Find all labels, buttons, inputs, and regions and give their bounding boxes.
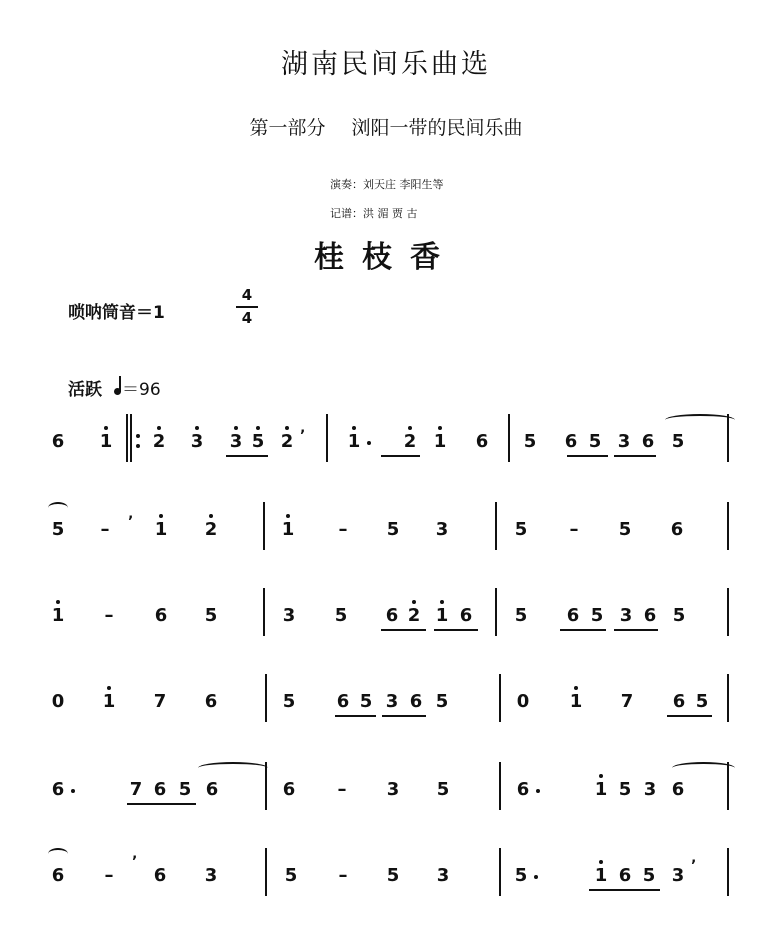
score-note: 5 [284, 865, 298, 886]
repeat-dot [136, 444, 140, 448]
score-note: 3 [619, 605, 633, 626]
octave-dot [157, 426, 161, 430]
score-note: 3 [282, 605, 296, 626]
score-note: 5 [514, 605, 528, 626]
score-note: 5 [436, 779, 450, 800]
beam-underline [434, 629, 478, 631]
octave-dot [104, 426, 108, 430]
score-note: 1 [435, 605, 449, 626]
barline [499, 848, 501, 896]
time-signature-bottom: 4 [241, 309, 253, 327]
part-label: 第一部分 [249, 117, 326, 139]
beam-underline [560, 629, 606, 631]
score-note: 2 [204, 519, 218, 540]
score-note: – [569, 519, 579, 540]
beam-underline [614, 629, 658, 631]
octave-dot [234, 426, 238, 430]
octave-dot [412, 600, 416, 604]
score-note: 6 [336, 691, 350, 712]
score-note: 3 [190, 431, 204, 452]
score-note: – [338, 865, 348, 886]
score-note: 6 [670, 519, 684, 540]
tie-arc [48, 502, 68, 514]
score-note: 5 [51, 519, 65, 540]
score-note: – [104, 605, 114, 626]
performer-credit: 演奏：刘天庄 李阳生等 [330, 178, 444, 191]
score-note: 6 [672, 691, 686, 712]
score-note: 5 [642, 865, 656, 886]
score-note: 6 [671, 779, 685, 800]
tie-arc [48, 848, 68, 860]
score-note: 1 [594, 779, 608, 800]
score-note: 3 [204, 865, 218, 886]
octave-dot [352, 426, 356, 430]
score-note: 2 [407, 605, 421, 626]
octave-dot [438, 426, 442, 430]
barline [263, 588, 265, 636]
score-note: 5 [251, 431, 265, 452]
augmentation-dot [71, 789, 75, 793]
barline [265, 848, 267, 896]
tie-arc [672, 762, 735, 774]
breath-mark: ’ [128, 514, 134, 530]
beam-underline [667, 715, 712, 717]
octave-dot [256, 426, 260, 430]
barline [126, 414, 128, 462]
score-note: 6 [409, 691, 423, 712]
beam-underline [335, 715, 376, 717]
barline [495, 502, 497, 550]
breath-mark: ’ [300, 428, 306, 444]
score-note: – [338, 519, 348, 540]
octave-dot [209, 514, 213, 518]
score-note: 6 [643, 605, 657, 626]
score-note: 2 [403, 431, 417, 452]
octave-dot [440, 600, 444, 604]
octave-dot [285, 426, 289, 430]
tempo-value: ＝96 [122, 380, 161, 400]
beam-underline [567, 455, 608, 457]
score-note: 0 [516, 691, 530, 712]
score-note: 1 [51, 605, 65, 626]
octave-dot [408, 426, 412, 430]
score-note: 3 [385, 691, 399, 712]
score-note: 5 [671, 431, 685, 452]
score-note: – [100, 519, 110, 540]
score-note: 1 [594, 865, 608, 886]
key-signature: 唢呐筒音＝1 [68, 303, 165, 323]
barline [263, 502, 265, 550]
beam-underline [226, 455, 268, 457]
beam-underline [382, 715, 426, 717]
beam-underline [381, 455, 420, 457]
barline [499, 674, 501, 722]
score-note: 5 [672, 605, 686, 626]
score-note: 6 [154, 605, 168, 626]
barline [265, 674, 267, 722]
score-note: 1 [347, 431, 361, 452]
augmentation-dot [367, 441, 371, 445]
octave-dot [107, 686, 111, 690]
score-note: 5 [386, 865, 400, 886]
score-note: 3 [436, 865, 450, 886]
repeat-dot [136, 434, 140, 438]
score-note: 6 [153, 779, 167, 800]
beam-underline [381, 629, 426, 631]
score-note: 1 [569, 691, 583, 712]
augmentation-dot [534, 875, 538, 879]
barline [727, 848, 729, 896]
score-note: 5 [334, 605, 348, 626]
score-note: 7 [620, 691, 634, 712]
collection-title: 湖南民间乐曲选 [281, 49, 491, 80]
score-note: 5 [523, 431, 537, 452]
score-note: 6 [204, 691, 218, 712]
breath-mark: ’ [132, 854, 138, 870]
octave-dot [599, 860, 603, 864]
score-note: 5 [386, 519, 400, 540]
score-note: 3 [617, 431, 631, 452]
breath-mark: ’ [691, 858, 697, 874]
score-note: 2 [152, 431, 166, 452]
score-note: 3 [643, 779, 657, 800]
tempo-word: 活跃 [68, 380, 102, 400]
score-note: 1 [99, 431, 113, 452]
score-note: 3 [435, 519, 449, 540]
octave-dot [159, 514, 163, 518]
score-note: 5 [204, 605, 218, 626]
tie-arc [198, 762, 268, 774]
score-note: 0 [51, 691, 65, 712]
score-note: – [104, 865, 114, 886]
score-note: 6 [564, 431, 578, 452]
augmentation-dot [536, 789, 540, 793]
barline [508, 414, 510, 462]
score-note: 3 [229, 431, 243, 452]
score-note: 6 [282, 779, 296, 800]
score-note: 6 [153, 865, 167, 886]
barline [727, 674, 729, 722]
score-note: 5 [282, 691, 296, 712]
transcriber-credit: 记谱：洪 湄 贾 古 [330, 207, 418, 220]
tie-arc [665, 414, 735, 426]
score-note: 5 [178, 779, 192, 800]
octave-dot [56, 600, 60, 604]
score-note: 6 [385, 605, 399, 626]
score-note: 5 [435, 691, 449, 712]
score-note: 2 [280, 431, 294, 452]
barline [495, 588, 497, 636]
barline [727, 502, 729, 550]
score-note: 1 [281, 519, 295, 540]
score-note: 7 [153, 691, 167, 712]
score-note: 6 [51, 865, 65, 886]
score-note: 1 [154, 519, 168, 540]
score-note: 5 [514, 519, 528, 540]
score-note: 3 [671, 865, 685, 886]
score-note: 6 [51, 779, 65, 800]
piece-title: 桂枝香 [314, 240, 458, 275]
score-note: – [337, 779, 347, 800]
barline [326, 414, 328, 462]
octave-dot [195, 426, 199, 430]
score-note: 6 [459, 605, 473, 626]
score-note: 6 [205, 779, 219, 800]
octave-dot [574, 686, 578, 690]
score-note: 1 [433, 431, 447, 452]
barline [130, 414, 132, 462]
octave-dot [286, 514, 290, 518]
score-note: 1 [102, 691, 116, 712]
score-note: 7 [129, 779, 143, 800]
score-note: 5 [514, 865, 528, 886]
score-note: 6 [475, 431, 489, 452]
part-title: 浏阳一带的民间乐曲 [351, 117, 523, 139]
score-note: 6 [51, 431, 65, 452]
score-note: 5 [695, 691, 709, 712]
time-signature-top: 4 [241, 286, 253, 304]
score-note: 5 [588, 431, 602, 452]
beam-underline [127, 803, 196, 805]
score-note: 5 [618, 519, 632, 540]
score-note: 3 [386, 779, 400, 800]
octave-dot [599, 774, 603, 778]
score-note: 6 [618, 865, 632, 886]
barline [499, 762, 501, 810]
beam-underline [614, 455, 656, 457]
score-note: 6 [566, 605, 580, 626]
beam-underline [589, 889, 660, 891]
score-note: 6 [641, 431, 655, 452]
score-note: 5 [359, 691, 373, 712]
score-note: 6 [516, 779, 530, 800]
score-note: 5 [590, 605, 604, 626]
score-note: 5 [618, 779, 632, 800]
barline [727, 588, 729, 636]
